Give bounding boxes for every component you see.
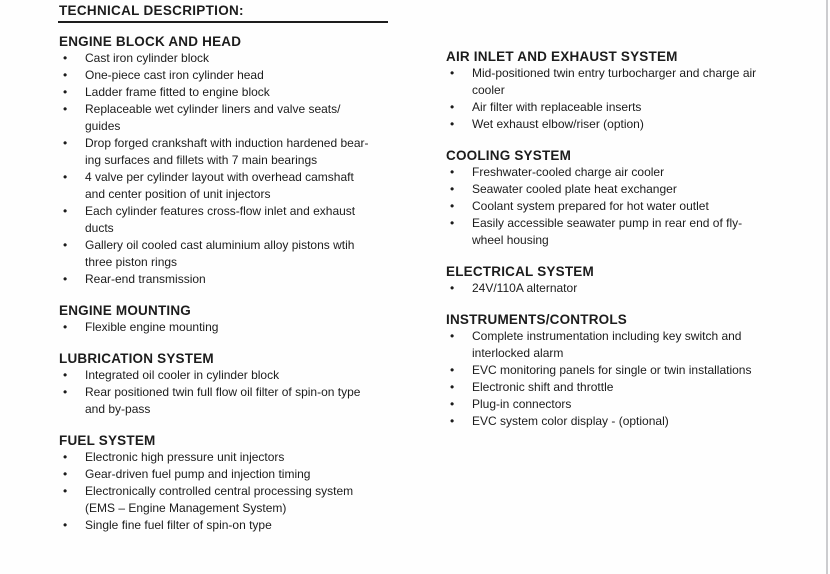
bullet-wrap-line	[59, 118, 441, 135]
bullet-icon: •	[450, 66, 455, 80]
bullet-icon: •	[63, 467, 68, 481]
bullet-item	[59, 517, 441, 534]
bullet-line	[446, 198, 828, 215]
bullet-item	[446, 396, 828, 413]
bullet-item	[446, 164, 828, 181]
bullet-icon: •	[63, 385, 68, 399]
section-heading: ENGINE BLOCK AND HEAD	[59, 34, 242, 49]
bullet-icon: •	[450, 199, 455, 213]
bullet-line-text: 4 valve per cylinder layout with overhead camshaft	[85, 170, 354, 184]
bullet-line	[446, 396, 828, 413]
bullet-wrap-line	[59, 401, 441, 418]
bullet-item	[446, 362, 828, 379]
bullet-item	[446, 181, 828, 198]
page-edge-divider	[826, 0, 828, 574]
page-title: TECHNICAL DESCRIPTION:	[58, 2, 388, 23]
section-lubrication-system	[59, 350, 441, 418]
right-column	[446, 48, 828, 430]
bullet-item	[446, 328, 828, 362]
bullet-line-text: Electronic shift and throttle	[472, 380, 614, 394]
bullet-wrap-line	[446, 82, 828, 99]
bullet-icon: •	[450, 380, 455, 394]
bullet-icon: •	[63, 51, 68, 65]
bullet-line-text: Each cylinder features cross-flow inlet and exhaust	[85, 204, 356, 218]
bullet-line	[59, 50, 441, 67]
section-heading: ENGINE MOUNTING	[59, 303, 192, 318]
bullet-line-text: ing surfaces and fillets with 7 main bearings	[85, 153, 318, 167]
bullet-icon: •	[450, 414, 455, 428]
bullet-line	[59, 367, 441, 384]
section-fuel-system	[59, 432, 441, 534]
bullet-line	[59, 466, 441, 483]
bullet-line	[446, 116, 828, 133]
bullet-line	[446, 65, 828, 82]
section-engine-block-and-head	[59, 33, 441, 288]
bullet-line-text: Wet exhaust elbow/riser (option)	[472, 117, 644, 131]
bullet-line-text: Gear-driven fuel pump and injection timing	[85, 467, 311, 481]
bullet-line-text: Plug-in connectors	[472, 397, 572, 411]
bullet-line	[446, 328, 828, 345]
section-heading: LUBRICATION SYSTEM	[59, 351, 214, 366]
bullet-icon: •	[63, 102, 68, 116]
bullet-icon: •	[63, 272, 68, 286]
bullet-item	[59, 367, 441, 384]
bullet-item	[59, 271, 441, 288]
bullet-line-text: Replaceable wet cylinder liners and valve seats/	[85, 102, 341, 116]
bullet-line-text: Rear positioned twin full flow oil filter of spin-on type	[85, 385, 361, 399]
bullet-icon: •	[450, 281, 455, 295]
bullet-line-text: Flexible engine mounting	[85, 320, 219, 334]
bullet-line	[59, 84, 441, 101]
bullet-icon: •	[63, 450, 68, 464]
bullet-icon: •	[450, 397, 455, 411]
bullet-line-text: Electronic high pressure unit injectors	[85, 450, 285, 464]
bullet-line-text: EVC monitoring panels for single or twin installations	[472, 363, 752, 377]
bullet-line	[59, 101, 441, 118]
section-engine-mounting	[59, 302, 441, 336]
bullet-line	[59, 384, 441, 401]
bullet-line-text: Mid-positioned twin entry turbocharger and charge air	[472, 66, 757, 80]
bullet-wrap-line	[446, 232, 828, 249]
bullet-icon: •	[63, 170, 68, 184]
bullet-line-text: Complete instrumentation including key switch and	[472, 329, 742, 343]
bullet-item	[59, 466, 441, 483]
bullet-item	[59, 67, 441, 84]
bullet-line-text: three piston rings	[85, 255, 178, 269]
bullet-wrap-line	[59, 500, 441, 517]
bullet-icon: •	[63, 68, 68, 82]
bullet-line-text: and center position of unit injectors	[85, 187, 271, 201]
bullet-item	[59, 203, 441, 237]
bullet-item	[59, 237, 441, 271]
section-cooling-system	[446, 147, 828, 249]
bullet-item	[59, 135, 441, 169]
bullet-line-text: Integrated oil cooler in cylinder block	[85, 368, 280, 382]
bullet-icon: •	[450, 100, 455, 114]
bullet-line	[59, 67, 441, 84]
bullet-line-text: Gallery oil cooled cast aluminium alloy pistons wtih	[85, 238, 355, 252]
bullet-icon: •	[450, 329, 455, 343]
bullet-icon: •	[63, 85, 68, 99]
bullet-icon: •	[450, 182, 455, 196]
bullet-line	[446, 379, 828, 396]
bullet-item	[59, 101, 441, 135]
bullet-line	[446, 181, 828, 198]
bullet-line	[59, 135, 441, 152]
bullet-icon: •	[63, 518, 68, 532]
section-air-inlet-and-exhaust-system	[446, 48, 828, 133]
bullet-wrap-line	[446, 345, 828, 362]
bullet-line-text: guides	[85, 119, 121, 133]
bullet-line-text: 24V/110A alternator	[472, 281, 578, 295]
bullet-icon: •	[63, 136, 68, 150]
section-heading: AIR INLET AND EXHAUST SYSTEM	[446, 49, 678, 64]
bullet-line-text: One-piece cast iron cylinder head	[85, 68, 264, 82]
bullet-line	[59, 271, 441, 288]
bullet-line-text: ducts	[85, 221, 114, 235]
bullet-line-text: Rear-end transmission	[85, 272, 206, 286]
bullet-line-text: Easily accessible seawater pump in rear end of fly-	[472, 216, 743, 230]
section-heading: FUEL SYSTEM	[59, 433, 156, 448]
section-instruments-controls	[446, 311, 828, 430]
bullet-line	[446, 280, 828, 297]
section-electrical-system	[446, 263, 828, 297]
bullet-line	[446, 215, 828, 232]
bullet-line	[446, 413, 828, 430]
bullet-item	[446, 215, 828, 249]
bullet-line	[59, 203, 441, 220]
bullet-line-text: wheel housing	[472, 233, 549, 247]
bullet-line-text: Drop forged crankshaft with induction hardened bear-	[85, 136, 369, 150]
bullet-icon: •	[450, 117, 455, 131]
bullet-line	[446, 164, 828, 181]
bullet-item	[446, 116, 828, 133]
bullet-line-text: Ladder frame fitted to engine block	[85, 85, 270, 99]
bullet-line	[59, 449, 441, 466]
bullet-wrap-line	[59, 186, 441, 203]
section-heading: ELECTRICAL SYSTEM	[446, 264, 594, 279]
bullet-line-text: Seawater cooled plate heat exchanger	[472, 182, 677, 196]
bullet-item	[59, 483, 441, 517]
bullet-item	[59, 449, 441, 466]
section-heading: INSTRUMENTS/CONTROLS	[446, 312, 627, 327]
bullet-item	[446, 413, 828, 430]
bullet-icon: •	[63, 238, 68, 252]
bullet-item	[59, 319, 441, 336]
bullet-line	[446, 99, 828, 116]
section-heading: COOLING SYSTEM	[446, 148, 572, 163]
bullet-line	[59, 169, 441, 186]
bullet-line	[59, 517, 441, 534]
bullet-icon: •	[63, 204, 68, 218]
bullet-line-text: and by-pass	[85, 402, 151, 416]
bullet-item	[446, 280, 828, 297]
bullet-line-text: Coolant system prepared for hot water outlet	[472, 199, 709, 213]
bullet-line-text: Single fine fuel filter of spin-on type	[85, 518, 272, 532]
left-column	[59, 33, 441, 534]
bullet-line-text: (EMS – Engine Management System)	[85, 501, 287, 515]
bullet-line-text: Cast iron cylinder block	[85, 51, 210, 65]
bullet-line-text: cooler	[472, 83, 505, 97]
bullet-item	[59, 169, 441, 203]
bullet-line	[446, 362, 828, 379]
bullet-icon: •	[63, 320, 68, 334]
bullet-line-text: interlocked alarm	[472, 346, 564, 360]
bullet-item	[59, 84, 441, 101]
bullet-icon: •	[63, 484, 68, 498]
bullet-icon: •	[450, 165, 455, 179]
bullet-wrap-line	[59, 220, 441, 237]
bullet-icon: •	[450, 363, 455, 377]
bullet-line-text: Freshwater-cooled charge air cooler	[472, 165, 665, 179]
bullet-wrap-line	[59, 254, 441, 271]
bullet-line-text: Air filter with replaceable inserts	[472, 100, 642, 114]
bullet-icon: •	[450, 216, 455, 230]
bullet-line-text: Electronically controlled central processing system	[85, 484, 354, 498]
bullet-line	[59, 319, 441, 336]
bullet-line-text: EVC system color display - (optional)	[472, 414, 669, 428]
bullet-item	[59, 50, 441, 67]
bullet-item	[446, 379, 828, 396]
bullet-item	[446, 65, 828, 99]
bullet-wrap-line	[59, 152, 441, 169]
bullet-line	[59, 237, 441, 254]
bullet-line	[59, 483, 441, 500]
bullet-icon: •	[63, 368, 68, 382]
bullet-item	[446, 99, 828, 116]
bullet-item	[446, 198, 828, 215]
bullet-item	[59, 384, 441, 418]
